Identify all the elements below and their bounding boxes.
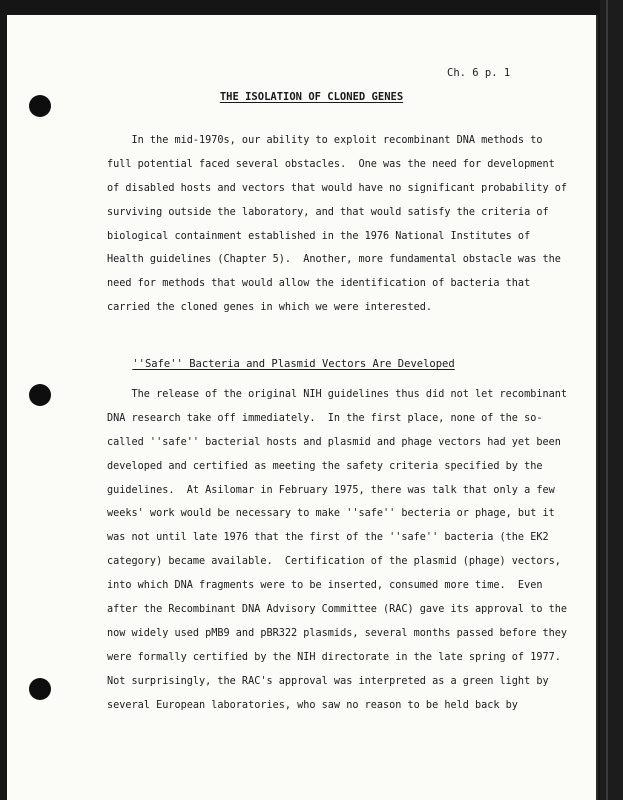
text-line: after the Recombinant DNA Advisory Committee (RAC) gave its approval to the — [107, 604, 568, 616]
text-line: full potential faced several obstacles. One was the need for development — [107, 158, 555, 170]
page-number: Ch. 6 p. 1 — [447, 67, 511, 79]
chapter-title-text: THE ISOLATION OF CLONED GENES — [219, 91, 404, 103]
text-line: several European laboratories, who saw no reason to be held back by — [107, 699, 518, 711]
chapter-title — [0, 91, 623, 103]
text-line: were formally certified by the NIH directorate in the late spring of 1977. — [107, 651, 561, 663]
text-line: of disabled hosts and vectors that would have no significant probability of — [107, 182, 568, 194]
paragraph-intro — [107, 129, 572, 320]
text-line: into which DNA fragments were to be inserted, consumed more time. Even — [107, 580, 543, 592]
text-line: need for methods that would allow the identification of bacteria that — [107, 278, 531, 290]
text-line: guidelines. At Asilomar in February 1975, there was talk that only a few — [107, 484, 555, 496]
text-line: surviving outside the laboratory, and that would satisfy the criteria of — [107, 206, 549, 218]
text-line: weeks' work would be necessary to make ''safe'' becteria or phage, but it — [107, 508, 555, 520]
binder-edge — [600, 0, 623, 800]
paragraph-nih-guidelines — [107, 383, 572, 717]
text-line: was not until late 1976 that the first of the ''safe'' bacteria (the EK2 — [107, 532, 549, 544]
text-line: Health guidelines (Chapter 5). Another, more fundamental obstacle was the — [107, 254, 561, 266]
text-line: now widely used pMB9 and pBR322 plasmids, several months passed before they — [107, 627, 568, 639]
text-line: biological containment established in the 1976 National Institutes of — [107, 230, 531, 242]
text-line: In the mid-1970s, our ability to exploit recombinant DNA methods to — [107, 135, 543, 146]
text-line: DNA research take off immediately. In the first place, none of the so- — [107, 412, 543, 424]
text-line: developed and certified as meeting the safety criteria specified by the — [107, 460, 543, 472]
text-line: called ''safe'' bacterial hosts and plasmid and phage vectors had yet been — [107, 436, 561, 448]
text-line: Not surprisingly, the RAC's approval was interpreted as a green light by — [107, 675, 549, 687]
text-line: carried the cloned genes in which we were interested. — [107, 302, 433, 314]
punch-hole-middle — [29, 384, 51, 406]
text-line: The release of the original NIH guidelines thus did not let recombinant — [107, 389, 568, 400]
text-line: category) became available. Certification of the plasmid (phage) vectors, — [107, 556, 561, 568]
section-heading — [107, 346, 455, 382]
punch-hole-bottom — [29, 678, 51, 700]
section-heading-text: ''Safe'' Bacteria and Plasmid Vectors Are Developed — [132, 358, 455, 370]
